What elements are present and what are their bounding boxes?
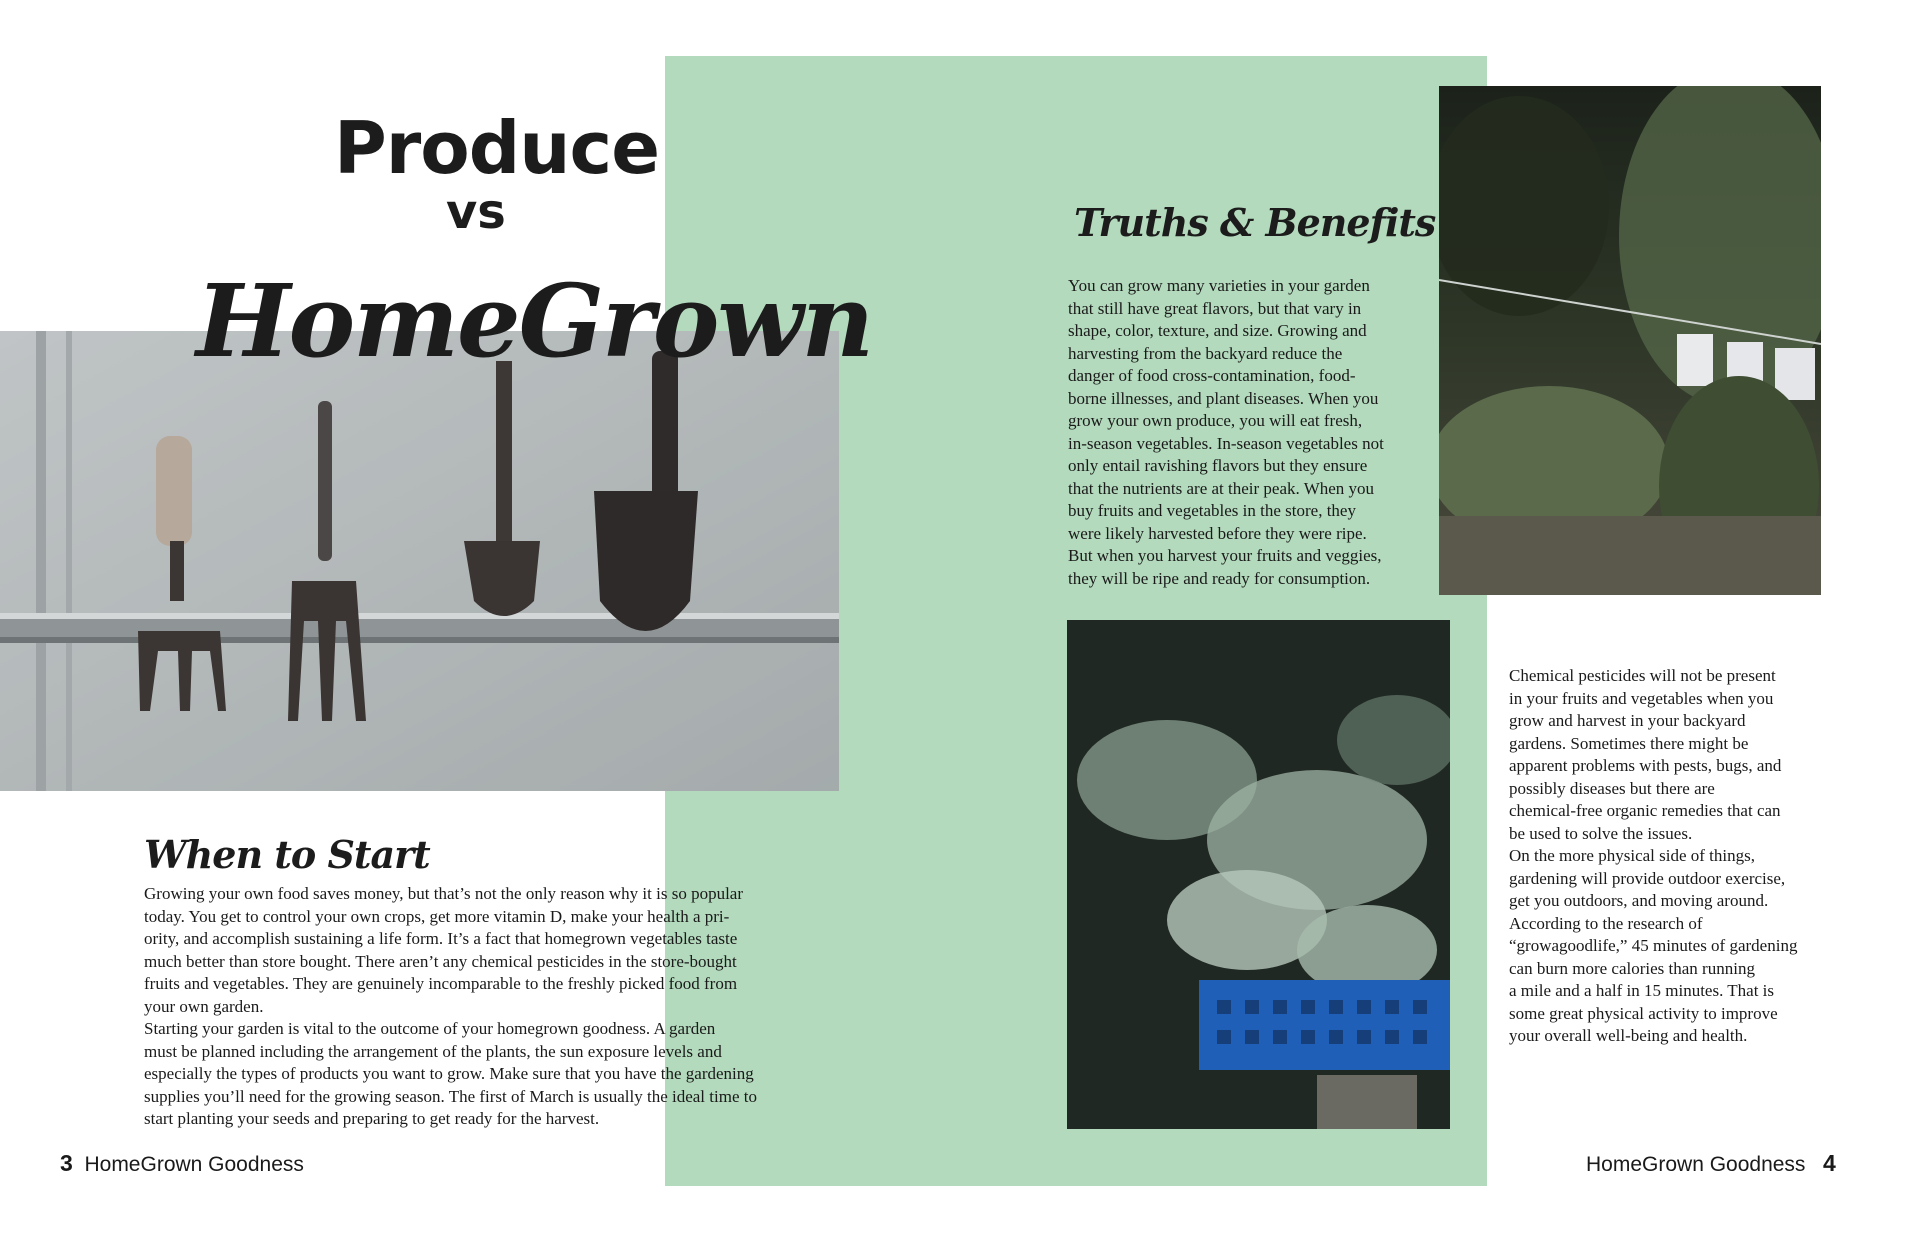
text-line: some great physical activity to improve — [1509, 1003, 1778, 1023]
text-line: Chemical pesticides will not be present — [1509, 666, 1776, 685]
footer-label: HomeGrown Goodness — [1586, 1153, 1806, 1176]
text-line: But when you harvest your fruits and veggies, — [1068, 546, 1382, 565]
garden-tools-photo — [0, 331, 839, 791]
text-line: your overall well-being and health. — [1509, 1026, 1748, 1045]
title-produce: Produce — [334, 106, 660, 190]
seedlings-crate-photo — [1067, 620, 1450, 1129]
text-line: ority, and accomplish sustaining a life form. It’s a fact that homegrown vegetables taste — [144, 929, 738, 948]
footer-label: HomeGrown Goodness — [84, 1153, 304, 1176]
text-line: buy fruits and vegetables in the store, they — [1068, 501, 1356, 520]
footer-right — [1586, 1150, 1836, 1177]
text-line: they will be ripe and ready for consumption. — [1068, 568, 1371, 588]
text-line: chemical-free organic remedies that can — [1509, 801, 1781, 820]
text-line: that the nutrients are at their peak. When you — [1068, 478, 1375, 498]
text-line: in-season vegetables. In-season vegetables not — [1068, 433, 1384, 453]
text-line: According to the research of — [1509, 913, 1703, 933]
text-line: fruits and vegetables. They are genuinely incomparable to the freshly picked food from — [144, 974, 738, 993]
text-line: Growing your own food saves money, but that’s not the only reason why it is so popular — [144, 884, 744, 903]
truths-text — [1068, 275, 1418, 590]
garden-laundry-photo — [1439, 86, 1821, 595]
truths-heading: Truths & Benefits — [1074, 200, 1436, 245]
text-line: be used to solve the issues. — [1509, 823, 1693, 843]
text-line: can burn more calories than running — [1509, 958, 1755, 978]
footer-left — [60, 1150, 304, 1177]
text-line: borne illnesses, and plant diseases. When you — [1068, 388, 1379, 408]
text-line: grow and harvest in your backyard — [1509, 711, 1746, 730]
text-line: supplies you’ll need for the growing season. The first of March is usually the ideal time to — [144, 1086, 757, 1106]
page-number: 4 — [1822, 1150, 1836, 1176]
text-line: especially the types of products you want to grow. Make sure that you have the gardening — [144, 1064, 754, 1083]
text-line: today. You get to control your own crops, get more vitamin D, make your health a pri- — [144, 906, 730, 926]
title-homegrown: HomeGrown — [196, 262, 873, 380]
text-line: “growagoodlife,” 45 minutes of gardening — [1509, 936, 1798, 955]
text-line: shape, color, texture, and size. Growing and — [1068, 321, 1367, 340]
text-line: get you outdoors, and moving around. — [1509, 891, 1769, 910]
text-line: danger of food cross-contamination, food- — [1068, 366, 1356, 385]
text-line: Starting your garden is vital to the outcome of your homegrown goodness. A garden — [144, 1019, 716, 1038]
text-line: in your fruits and vegetables when you — [1509, 688, 1774, 708]
text-line: start planting your seeds and preparing to get ready for the harvest. — [144, 1109, 600, 1128]
text-line: possibly diseases but there are — [1509, 778, 1715, 798]
when-heading: When to Start — [144, 832, 430, 877]
text-line: must be planned including the arrangement of the plants, the sun exposure levels and — [144, 1041, 722, 1061]
text-line: gardens. Sometimes there might be — [1509, 733, 1749, 753]
text-line: only entail ravishing flavors but they ensure — [1068, 456, 1368, 475]
text-line: On the more physical side of things, — [1509, 846, 1755, 865]
text-line: were likely harvested before they were ripe. — [1068, 523, 1367, 543]
text-line: a mile and a half in 15 minutes. That is — [1509, 981, 1775, 1000]
when-text — [144, 883, 824, 1131]
text-line: that still have great flavors, but that vary in — [1068, 298, 1362, 318]
text-line: much better than store bought. There aren’t any chemical pesticides in the store-bought — [144, 951, 737, 971]
text-line: harvesting from the backyard reduce the — [1068, 343, 1343, 363]
page-number: 3 — [60, 1150, 73, 1176]
text-line: You can grow many varieties in your garden — [1068, 276, 1370, 295]
text-line: gardening will provide outdoor exercise, — [1509, 868, 1786, 888]
title-vs: vs — [446, 184, 506, 240]
text-line: apparent problems with pests, bugs, and — [1509, 756, 1782, 775]
text-line: grow your own produce, you will eat fresh, — [1068, 411, 1363, 430]
chemical-text — [1509, 665, 1829, 1048]
text-line: your own garden. — [144, 996, 264, 1016]
